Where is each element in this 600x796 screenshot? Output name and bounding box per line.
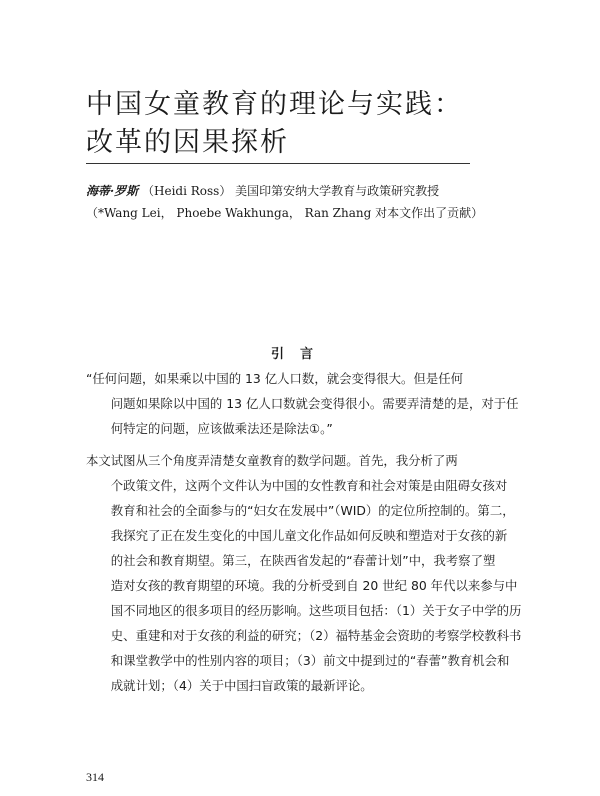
paragraph-1 — [86, 366, 519, 441]
text-line: 和课堂教学中的性别内容的项目；（3）前文中提到过的“春蕾”教育机会和 — [110, 653, 510, 668]
article-title-line-1: 中国女童教育的理论与实践： — [86, 89, 463, 120]
author-name-en: （Heidi Ross） — [142, 184, 232, 198]
author-name: 海蒂·罗斯 — [86, 184, 139, 198]
text-line: 何特定的问题，应该做乘法还是除法①。” — [110, 421, 333, 436]
text-line: “任何问题，如果乘以中国的 13 亿人口数，就会变得很大。但是任何 — [86, 371, 464, 386]
page-number: 314 — [86, 770, 104, 784]
author-contributors: （*Wang Lei， Phoebe Wakhunga， Ran Zhang 对本文作出了贡献） — [86, 206, 484, 220]
text-line: 本文试图从三个角度弄清楚女童教育的数学问题。首先，我分析了两 — [86, 453, 458, 468]
text-line: 个政策文件，这两个文件认为中国的女性教育和社会对策是由阻碍女孩对 — [110, 478, 508, 493]
text-line: 史、重建和对于女孩的利益的研究；（2）福特基金会资助的考察学校教科书 — [110, 628, 522, 643]
article-title-line-2: 改革的因果探析 — [86, 127, 289, 158]
text-line: 的社会和教育期望。第三，在陕西省发起的“春蕾计划”中，我考察了塑 — [110, 553, 496, 568]
text-line: 造对女孩的教育期望的环境。我的分析受到自 20 世纪 80 年代以来参与中 — [110, 578, 518, 593]
article-title — [86, 86, 526, 162]
author-block — [86, 180, 556, 224]
title-divider — [86, 163, 470, 164]
text-line: 问题如果除以中国的 13 亿人口数就会变得很小。需要弄清楚的是，对于任 — [110, 396, 519, 411]
author-affiliation: 美国印第安纳大学教育与政策研究教授 — [235, 184, 440, 198]
body-text — [86, 366, 522, 705]
text-line: 国不同地区的很多项目的经历影响。这些项目包括：（1）关于女子中学的历 — [110, 603, 522, 618]
paragraph-2 — [86, 448, 522, 698]
text-line: 教育和社会的全面参与的“妇女在发展中”（WID）的定位所控制的。第二， — [110, 503, 515, 518]
text-line: 我探究了正在发生变化的中国儿童文化作品如何反映和塑造对于女孩的新 — [110, 528, 508, 543]
section-heading: 引言 — [270, 347, 329, 362]
author-line — [86, 180, 556, 202]
text-line: 成就计划；（4）关于中国扫盲政策的最新评论。 — [110, 678, 373, 693]
